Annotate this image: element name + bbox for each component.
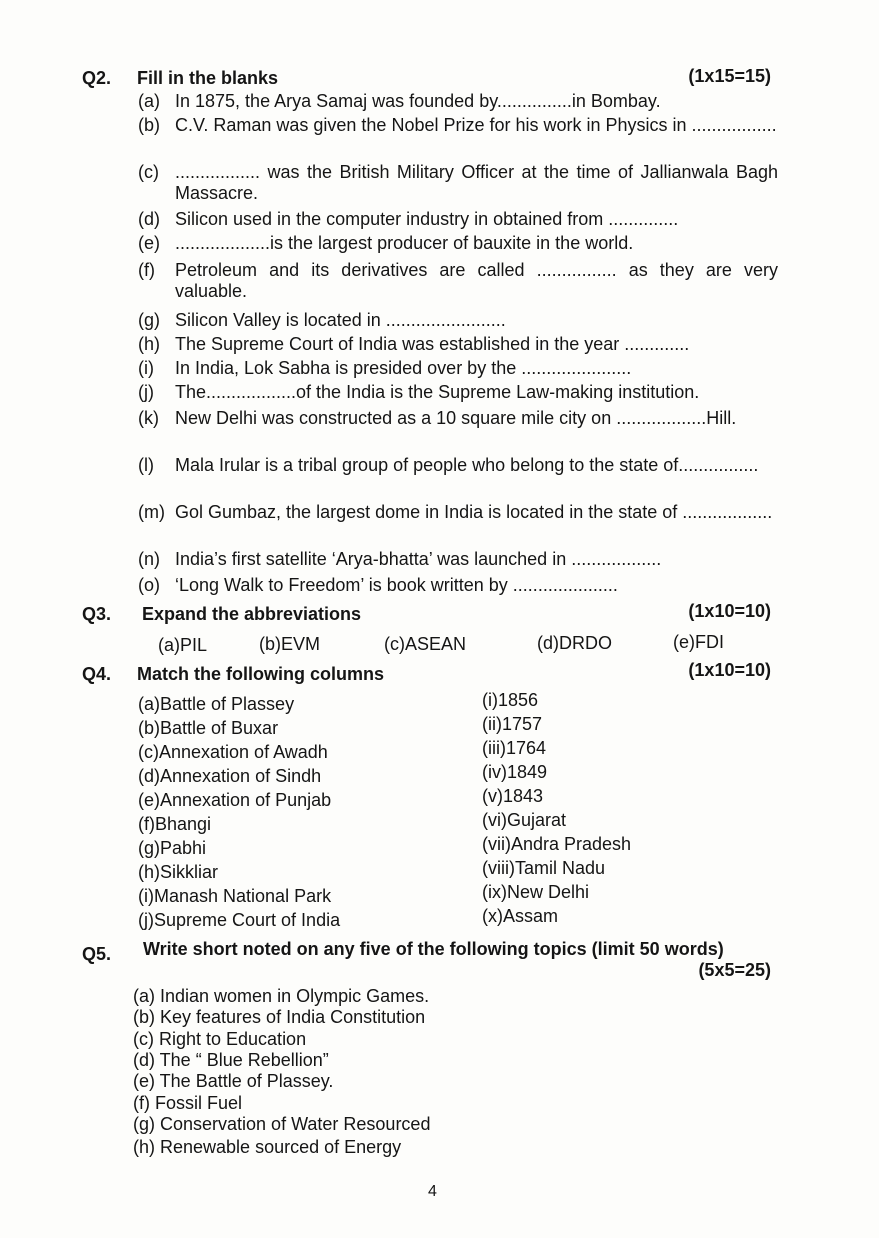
q2-item-text: C.V. Raman was given the Nobel Prize for his work in Physics in ................. (175, 115, 777, 135)
match-right-item: (v)1843 (482, 786, 544, 806)
abbreviation-item: (b)EVM (259, 634, 321, 654)
topic-item: (h) Renewable sourced of Energy (133, 1137, 402, 1157)
q2-item-label: (l) (138, 455, 154, 475)
match-left-item: (b)Battle of Buxar (138, 718, 279, 738)
match-right-item: (x)Assam (482, 906, 558, 926)
topic-item: (d) The “ Blue Rebellion” (133, 1050, 329, 1070)
q5-marks: (5x5=25) (698, 960, 771, 980)
q2-item-label: (c) (138, 162, 159, 182)
q2-item-text: ................. was the British Military Officer at the time of Jallianwala Bagh Massacre. (175, 162, 778, 203)
q4-title: Match the following columns (137, 664, 384, 684)
q2-item-text: In India, Lok Sabha is presided over by the ...................... (175, 358, 632, 378)
q5-title: Write short noted on any five of the following topics (limit 50 words) (143, 939, 724, 959)
q3-title: Expand the abbreviations (142, 604, 362, 624)
match-right-item: (vii)Andra Pradesh (482, 834, 632, 854)
q2-item-label: (f) (138, 260, 155, 280)
topic-item: (c) Right to Education (133, 1029, 307, 1049)
q2-title: Fill in the blanks (137, 68, 279, 88)
q2-item-text: New Delhi was constructed as a 10 square mile city on ..................Hill. (175, 408, 737, 428)
q2-item-label: (g) (138, 310, 160, 330)
q5-number: Q5. (82, 944, 112, 964)
abbreviation-item: (a)PIL (158, 635, 208, 655)
q2-item-label: (j) (138, 382, 154, 402)
q2-item-text: The Supreme Court of India was established in the year ............. (175, 334, 690, 354)
match-right-item: (iii)1764 (482, 738, 547, 758)
match-left-item: (a)Battle of Plassey (138, 694, 295, 714)
topic-item: (b) Key features of India Constitution (133, 1007, 426, 1027)
match-left-item: (h)Sikkliar (138, 862, 219, 882)
q2-number: Q2. (82, 68, 112, 88)
q2-item-text: ...................is the largest producer of bauxite in the world. (175, 233, 634, 253)
q2-item-text: Silicon Valley is located in ........................ (175, 310, 506, 330)
q2-marks: (1x15=15) (688, 66, 771, 86)
abbreviation-item: (d)DRDO (537, 633, 612, 653)
q2-item-text: ‘Long Walk to Freedom’ is book written by ..................... (175, 575, 618, 595)
abbreviation-item: (c)ASEAN (384, 634, 467, 654)
abbreviation-item: (e)FDI (673, 632, 724, 652)
q3-marks: (1x10=10) (688, 601, 771, 621)
match-left-item: (d)Annexation of Sindh (138, 766, 322, 786)
topic-item: (a) Indian women in Olympic Games. (133, 986, 430, 1006)
q2-item-text: Mala Irular is a tribal group of people who belong to the state of................ (175, 455, 759, 475)
q2-item-text: Petroleum and its derivatives are called ................ as they are very valuable. (175, 260, 778, 301)
match-right-item: (i)1856 (482, 690, 539, 710)
match-left-item: (g)Pabhi (138, 838, 207, 858)
match-left-item: (j)Supreme Court of India (138, 910, 341, 930)
topic-item: (g) Conservation of Water Resourced (133, 1114, 431, 1134)
q3-number: Q3. (82, 604, 112, 624)
topic-item: (e) The Battle of Plassey. (133, 1071, 334, 1091)
q2-item-label: (d) (138, 209, 160, 229)
match-right-item: (ii)1757 (482, 714, 543, 734)
q2-item-label: (e) (138, 233, 160, 253)
q2-item-label: (n) (138, 549, 160, 569)
match-right-item: (vi)Gujarat (482, 810, 567, 830)
match-left-item: (i)Manash National Park (138, 886, 332, 906)
q2-item-label: (a) (138, 91, 160, 111)
q2-item-text: The..................of the India is the Supreme Law-making institution. (175, 382, 700, 402)
topic-item: (f) Fossil Fuel (133, 1093, 243, 1113)
q2-item-label: (o) (138, 575, 160, 595)
match-left-item: (f)Bhangi (138, 814, 212, 834)
match-left-item: (c)Annexation of Awadh (138, 742, 328, 762)
match-left-item: (e)Annexation of Punjab (138, 790, 332, 810)
q2-item-label: (k) (138, 408, 159, 428)
q2-item-label: (b) (138, 115, 160, 135)
q2-item-label: (h) (138, 334, 160, 354)
q2-item-label: (m) (138, 502, 165, 522)
q2-item-label: (i) (138, 358, 154, 378)
q2-item-text: Silicon used in the computer industry in obtained from .............. (175, 209, 679, 229)
q2-item-text: In 1875, the Arya Samaj was founded by...............in Bombay. (175, 91, 661, 111)
match-right-item: (iv)1849 (482, 762, 548, 782)
q2-item-text: India’s first satellite ‘Arya-bhatta’ was launched in .................. (175, 549, 662, 569)
match-right-item: (viii)Tamil Nadu (482, 858, 606, 878)
match-right-item: (ix)New Delhi (482, 882, 590, 902)
page-number: 4 (428, 1183, 437, 1200)
q4-marks: (1x10=10) (688, 660, 771, 680)
q2-item-text: Gol Gumbaz, the largest dome in India is located in the state of .................. (175, 502, 773, 522)
q4-number: Q4. (82, 664, 112, 684)
